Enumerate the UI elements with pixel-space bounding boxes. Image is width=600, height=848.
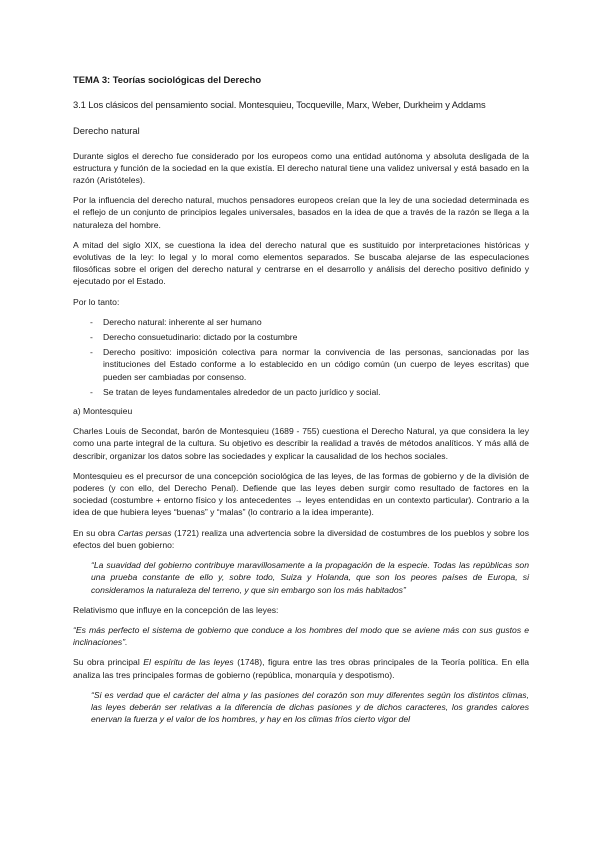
paragraph-2: Por la influencia del derecho natural, muchos pensadores europeos creían que la ley de una sociedad determinada es el reflejo de un conjunto de principios legales universales, basados en la idea de que a través de la razón se llega a la naturaleza del hombre.: [73, 195, 529, 230]
text-span: En su obra: [73, 527, 118, 538]
list-item: - Derecho consuetudinario: dictado por la costumbre: [73, 331, 529, 343]
list-item: - Derecho natural: inherente al ser humano: [73, 316, 529, 328]
paragraph-3: A mitad del siglo XIX, se cuestiona la idea del derecho natural que es sustituido por interpretaciones históricas y evolutivas de la ley: lo legal y lo moral como elementos separados. Se buscaba alejarse de las especulaciones filosóficas sobre el origen del derecho natural y centrarse en el desarrollo y análisis del derecho positivo definido y ejecutado por el Estado.: [73, 239, 529, 287]
heading-derecho-natural: Derecho natural: [73, 125, 140, 137]
list-item: - Se tratan de leyes fundamentales alrededor de un pacto jurídico y social.: [73, 386, 529, 398]
document-title: TEMA 3: Teorías sociológicas del Derecho: [73, 74, 262, 85]
text-span: (1721) realiza una advertencia sobre la diversidad de costumbres de los pueblos y sobre los efectos del buen gobierno:: [73, 527, 529, 550]
relativismo-label: Relativismo que influye en la concepción de las leyes:: [73, 604, 279, 615]
quote-3: “Si es verdad que el carácter del alma y las pasiones del corazón son muy diferentes según los distintos climas, las leyes deberán ser relativas a la diferencia de dichas pasiones y de dichos caracteres, los grandes calores enervan la fuerza y el valor de los hombres, y hay en los climas fríos cierto vigor del: [91, 689, 529, 725]
paragraph-5: Montesquieu es el precursor de una concepción sociológica de las leyes, de las formas de gobierno y de la división de poderes (y con ello, del Derecho Penal). Defiende que las leyes deben surgir como resultado de factores en la sociedad (costumbre + entorno físico y los antecedentes → leyes entendidas en un contexto particular). Contrario a la idea de que hubiera leyes “buenas” y “malas” (lo contrario a la idea imperante).: [73, 470, 529, 518]
heading-montesquieu: a) Montesquieu: [73, 406, 133, 417]
document-page: [73, 74, 529, 725]
section-subtitle: 3.1 Los clásicos del pensamiento social. Montesquieu, Tocqueville, Marx, Weber, Durkheim y Addams: [73, 99, 486, 111]
quote-1: “La suavidad del gobierno contribuye maravillosamente a la propagación de la especie. Todas las repúblicas son una prueba constante de ello y, sobre todo, Suiza y Holanda, que son los peores países de Europa, si consideramos la naturaleza del terreno, y que sin embargo son los más habitados”: [91, 560, 529, 595]
paragraph-4: Charles Louis de Secondat, barón de Montesquieu (1689 - 755) cuestiona el Derecho Natural, ya que considera la ley como una parte integral de la cultura. Su objetivo es describir la realidad a través de métodos analíticos. Y más allá de describir, organizar los datos sobre las sociedades y explicar la causalidad de los hechos sociales.: [73, 426, 529, 461]
text-span: (1748), figura entre las tres obras principales de la Teoría política. En ella analiza las tres principales formas de gobierno (república, monarquía y despotismo).: [73, 657, 529, 680]
por-lo-tanto-label: Por lo tanto:: [73, 296, 120, 307]
paragraph-7: [73, 656, 529, 680]
text-span: Su obra principal: [73, 657, 144, 668]
paragraph-6: [73, 527, 529, 551]
quote-2: “Es más perfecto el sistema de gobierno que conduce a los hombres del modo que se aviene más con sus gustos e inclinaciones”.: [73, 624, 529, 648]
work-title: Cartas persas: [117, 527, 172, 538]
law-types-list: [73, 316, 529, 398]
work-title: El espíritu de las leyes: [143, 657, 234, 668]
paragraph-1: Durante siglos el derecho fue considerado por los europeos como una entidad autónoma y absoluta desligada de la estructura y función de la sociedad en la que existía. El derecho natural tiene una validez universal y está basado en la razón (Aristóteles).: [73, 150, 529, 186]
list-item: - Derecho positivo: imposición colectiva para normar la convivencia de las personas, sancionadas por las instituciones del Estado conforme a lo establecido en un código común (un cuerpo de leyes escritas) que pueden ser cambiadas por consenso.: [73, 346, 529, 383]
